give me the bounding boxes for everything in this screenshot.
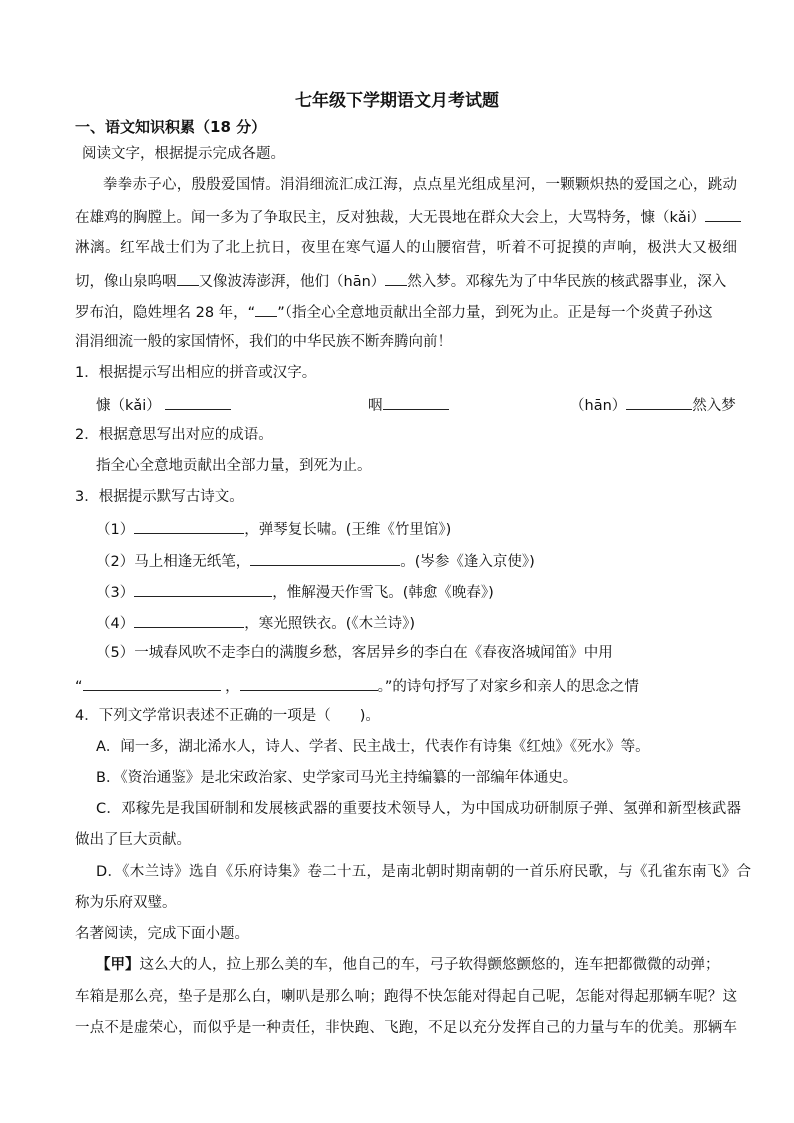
reading-intro: 名著阅读，完成下面小题。 bbox=[75, 926, 249, 942]
q3-5-comma: ， bbox=[225, 679, 240, 695]
passage-segment-c: 然入梦。邓稼先为了中华民族的核武器事业，深入 bbox=[407, 274, 727, 290]
q1-c-label: （hān） bbox=[570, 398, 627, 414]
q1-item-b bbox=[368, 394, 449, 416]
passage-line-2-text: 在雄鸡的胸膛上。闻一多为了争取民主，反对独裁，大无畏地在群众大会上，大骂特务，慷（kǎi） bbox=[75, 210, 706, 226]
reading-line-1 bbox=[96, 955, 720, 975]
answer-blank[interactable] bbox=[165, 394, 231, 410]
passage-segment-d: 罗布泊，隐姓埋名 28 年，“ bbox=[75, 305, 256, 321]
q4-option-c-line1: C．邓稼先是我国研制和发展核武器的重要技术领导人，为中国成功研制原子弹、氢弹和新型核武器 bbox=[96, 801, 741, 817]
passage-segment-e: ”（指全心全意地贡献出全部力量，到死为止。正是每一个炎黄子孙这 bbox=[277, 305, 713, 321]
passage-line-1: 拳拳赤子心，殷殷爱国情。涓涓细流汇成江海，点点星光组成星河，一颗颗炽热的爱国之心，跳动 bbox=[103, 177, 737, 193]
section-instruction: 阅读文字，根据提示完成各题。 bbox=[82, 146, 285, 162]
q1-item-a bbox=[96, 394, 231, 416]
reading-line-2: 车箱是那么亮，垫子是那么白，喇叭是那么响；跑得不快怎能对得起自己呢，怎能对得起那辆车呢？这 bbox=[75, 989, 737, 1005]
q3-1-tail: ，弹琴复长啸。(王维《竹里馆》) bbox=[244, 522, 452, 538]
answer-blank[interactable] bbox=[240, 675, 378, 691]
passage-line-2 bbox=[75, 206, 741, 228]
q4-option-a: A．闻一多，湖北浠水人，诗人、学者、民主战士，代表作有诗集《红烛》《死水》等。 bbox=[96, 739, 650, 755]
reading-label-jia: 【甲】 bbox=[96, 957, 140, 973]
q3-2-tail: 。(岑参《逢入京使》) bbox=[400, 554, 535, 570]
q3-item-1 bbox=[96, 518, 451, 540]
blank-han bbox=[385, 270, 407, 286]
reading-line-1-text: 这么大的人，拉上那么美的车，他自己的车，弓子软得颤悠颤悠的，连车把都微微的动弹； bbox=[139, 957, 720, 973]
passage-segment-b: 又像波涛澎湃，他们（hān） bbox=[198, 274, 386, 290]
answer-blank[interactable] bbox=[626, 394, 692, 410]
q2-stem: 2．根据意思写出对应的成语。 bbox=[75, 427, 273, 443]
q4-option-c-line2: 做出了巨大贡献。 bbox=[75, 832, 191, 848]
q3-item-2 bbox=[96, 550, 535, 572]
blank-kai bbox=[705, 206, 741, 222]
q4-option-d-line1: D．《木兰诗》选自《乐府诗集》卷二十五，是南北朝时期南朝的一首乐府民歌，与《孔雀东南飞》合 bbox=[96, 864, 751, 880]
q3-2-head: （2）马上相逢无纸笔， bbox=[96, 554, 251, 570]
answer-blank[interactable] bbox=[134, 612, 244, 628]
blank-yan bbox=[177, 270, 199, 286]
q3-item-5: （5）一城春风吹不走李白的满腹乡愁，客居异乡的李白在《春夜洛城闻笛》中用 bbox=[96, 645, 613, 661]
answer-blank[interactable] bbox=[250, 550, 400, 566]
q1-c-tail: 然入梦 bbox=[692, 398, 736, 414]
passage-segment-a: 切，像山泉呜咽 bbox=[75, 274, 177, 290]
q3-4-num: （4） bbox=[96, 616, 135, 632]
passage-line-6: 涓涓细流一般的家国情怀，我们的中华民族不断奔腾向前！ bbox=[75, 334, 452, 350]
answer-blank[interactable] bbox=[134, 581, 272, 597]
answer-blank[interactable] bbox=[383, 394, 449, 410]
q4-option-d-line2: 称为乐府双璧。 bbox=[75, 895, 177, 911]
q3-3-tail: ，惟解漫天作雪飞。(韩愈《晚春》) bbox=[272, 585, 494, 601]
passage-line-3: 淋漓。红军战士们为了北上抗日，夜里在寒气逼人的山腰宿营，听着不可捉摸的声响，极洪大又极细 bbox=[75, 240, 737, 256]
answer-blank[interactable] bbox=[83, 675, 221, 691]
q3-1-num: （1） bbox=[96, 522, 135, 538]
passage-line-4 bbox=[75, 270, 726, 292]
q1-stem: 1．根据提示写出相应的拼音或汉字。 bbox=[75, 365, 317, 381]
q1-item-c bbox=[570, 394, 736, 416]
section-heading: 一、语文知识积累（18 分） bbox=[75, 118, 267, 136]
q3-item-4 bbox=[96, 612, 415, 634]
page-title: 七年级下学期语文月考试题 bbox=[295, 91, 499, 111]
blank-idiom bbox=[255, 301, 277, 317]
passage-line-5 bbox=[75, 301, 712, 323]
q3-item-5-answer bbox=[75, 675, 639, 697]
q3-item-3 bbox=[96, 581, 494, 603]
q3-5-tail: 。”的诗句抒写了对家乡和亲人的思念之情 bbox=[377, 679, 639, 695]
q3-stem: 3．根据提示默写古诗文。 bbox=[75, 489, 244, 505]
q3-5-open: “ bbox=[75, 679, 83, 695]
q1-b-label: 咽 bbox=[368, 398, 383, 414]
q4-stem: 4．下列文学常识表述不正确的一项是（ )。 bbox=[75, 708, 380, 724]
q2-body: 指全心全意地贡献出全部力量，到死为止。 bbox=[96, 458, 372, 474]
q4-option-b: B．《资治通鉴》是北宋政治家、史学家司马光主持编纂的一部编年体通史。 bbox=[96, 770, 578, 786]
reading-line-3: 一点不是虚荣心，而似乎是一种责任，非快跑、飞跑，不足以充分发挥自己的力量与车的优美。那辆车 bbox=[75, 1020, 737, 1036]
q3-4-tail: ，寒光照铁衣。(《木兰诗》) bbox=[244, 616, 416, 632]
q1-a-label: 慷（kǎi） bbox=[96, 398, 161, 414]
q3-3-num: （3） bbox=[96, 585, 135, 601]
answer-blank[interactable] bbox=[134, 518, 244, 534]
